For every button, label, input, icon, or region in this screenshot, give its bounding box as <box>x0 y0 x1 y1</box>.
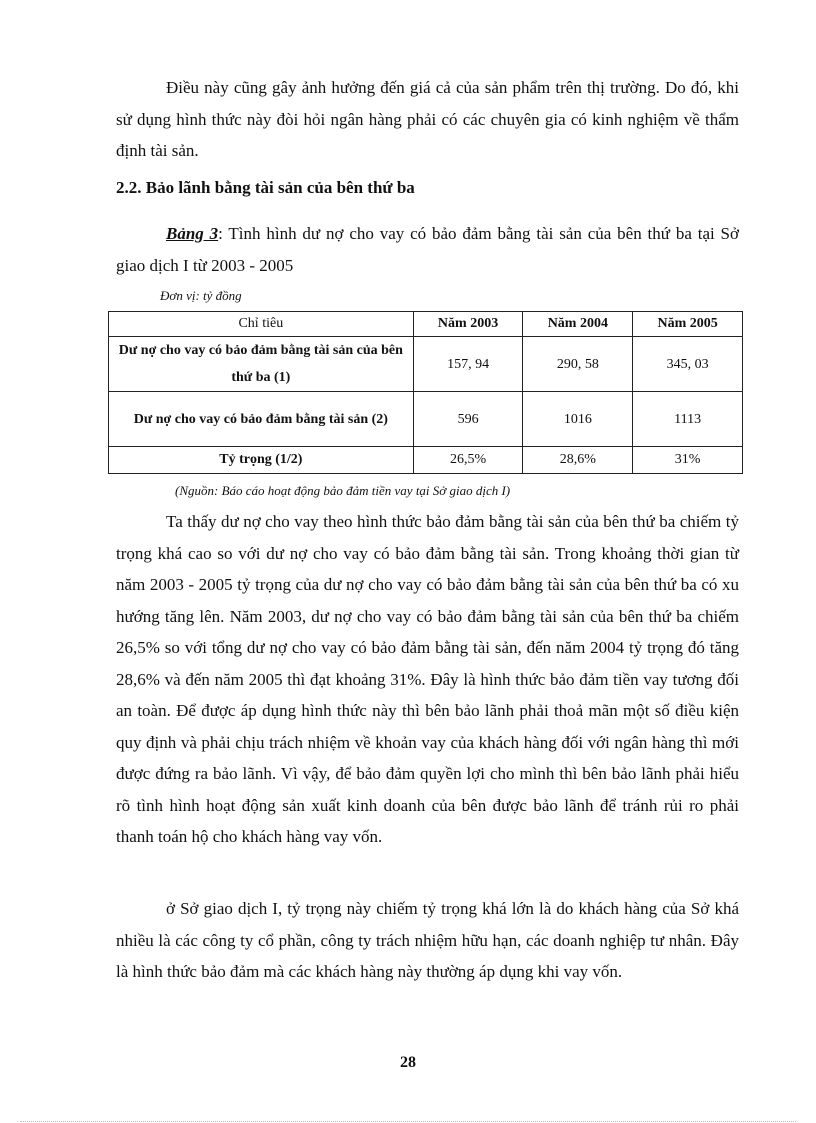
header-cell: Năm 2005 <box>633 312 743 337</box>
row-label: Tỷ trọng (1/2) <box>109 447 414 474</box>
table-cell: 157, 94 <box>413 337 523 392</box>
caption-text: : Tình hình dư nợ cho vay có bảo đảm bằng tài sản của bên thứ ba tại Sở giao dịch I từ 2003 - 2005 <box>116 224 739 275</box>
page-number: 28 <box>400 1054 416 1071</box>
table-cell: 1016 <box>523 392 633 447</box>
header-cell: Năm 2004 <box>523 312 633 337</box>
table-header-row <box>109 312 743 337</box>
table-row <box>109 392 743 447</box>
data-table <box>108 311 743 474</box>
table-cell: 290, 58 <box>523 337 633 392</box>
body-paragraph-2: ở Sở giao dịch I, tỷ trọng này chiếm tỷ trọng khá lớn là do khách hàng của Sở khá nhiều là các công ty cổ phần, công ty trách nhiệm hữu hạn, các doanh nghiệp tư nhân. Đây là hình thức bảo đảm mà các khách hàng này thường áp dụng khi vay vốn. <box>116 899 739 981</box>
caption-label: Bảng 3 <box>166 224 219 243</box>
section-heading: 2.2. Bảo lãnh bằng tài sản của bên thứ ba <box>116 178 415 197</box>
page-divider <box>20 1121 796 1122</box>
row-label: Dư nợ cho vay có bảo đảm bằng tài sản của bên thứ ba (1) <box>109 337 414 392</box>
table-row <box>109 447 743 474</box>
table-cell: 31% <box>633 447 743 474</box>
intro-paragraph: Điều này cũng gây ảnh hưởng đến giá cả của sản phẩm trên thị trường. Do đó, khi sử dụng hình thức này đòi hỏi ngân hàng phải có các chuyên gia có kinh nghiệm về thẩm định tài sản. <box>116 78 739 160</box>
source-note: (Nguồn: Báo cáo hoạt động bảo đảm tiền vay tại Sở giao dịch I) <box>175 483 511 498</box>
table-cell: 345, 03 <box>633 337 743 392</box>
header-cell: Chỉ tiêu <box>109 312 414 337</box>
table-caption <box>116 218 739 281</box>
table-row <box>109 337 743 392</box>
header-cell: Năm 2003 <box>413 312 523 337</box>
table-cell: 1113 <box>633 392 743 447</box>
body-paragraph-1: Ta thấy dư nợ cho vay theo hình thức bảo đảm bằng tài sản của bên thứ ba chiếm tỷ trọng khá cao so với dư nợ cho vay có bảo đảm bằng tài sản. Trong khoảng thời gian từ năm 2003 - 2005 tỷ trọng của dư nợ cho vay có bảo đảm bằng tài sản của bên thứ ba có xu hướng tăng lên. Năm 2003, dư nợ cho vay có bảo đảm bằng tài sản của bên thứ ba chiếm 26,5% so với tổng dư nợ cho vay có bảo đảm bằng tài sản, đến năm 2004 tỷ trọng đó tăng 28,6% và đến năm 2005 thì đạt khoảng 31%. Đây là hình thức bảo đảm tiền vay tương đối an toàn. Để được áp dụng hình thức này thì bên bảo lãnh phải thoả mãn một số điều kiện quy định và phải chịu trách nhiệm về khoản vay của khách hàng đối với ngân hàng thì mới được đứng ra bảo lãnh. Vì vậy, để bảo đảm quyền lợi cho mình thì bên bảo lãnh phải hiểu rõ tình hình hoạt động sản xuất kinh doanh của bên được bảo lãnh để tránh rủi ro phải thanh toán hộ cho khách hàng vay vốn. <box>116 512 739 846</box>
row-label: Dư nợ cho vay có bảo đảm bằng tài sản (2) <box>109 392 414 447</box>
table-cell: 26,5% <box>413 447 523 474</box>
table-cell: 596 <box>413 392 523 447</box>
unit-note: Đơn vị: tỷ đồng <box>160 288 242 303</box>
table-cell: 28,6% <box>523 447 633 474</box>
